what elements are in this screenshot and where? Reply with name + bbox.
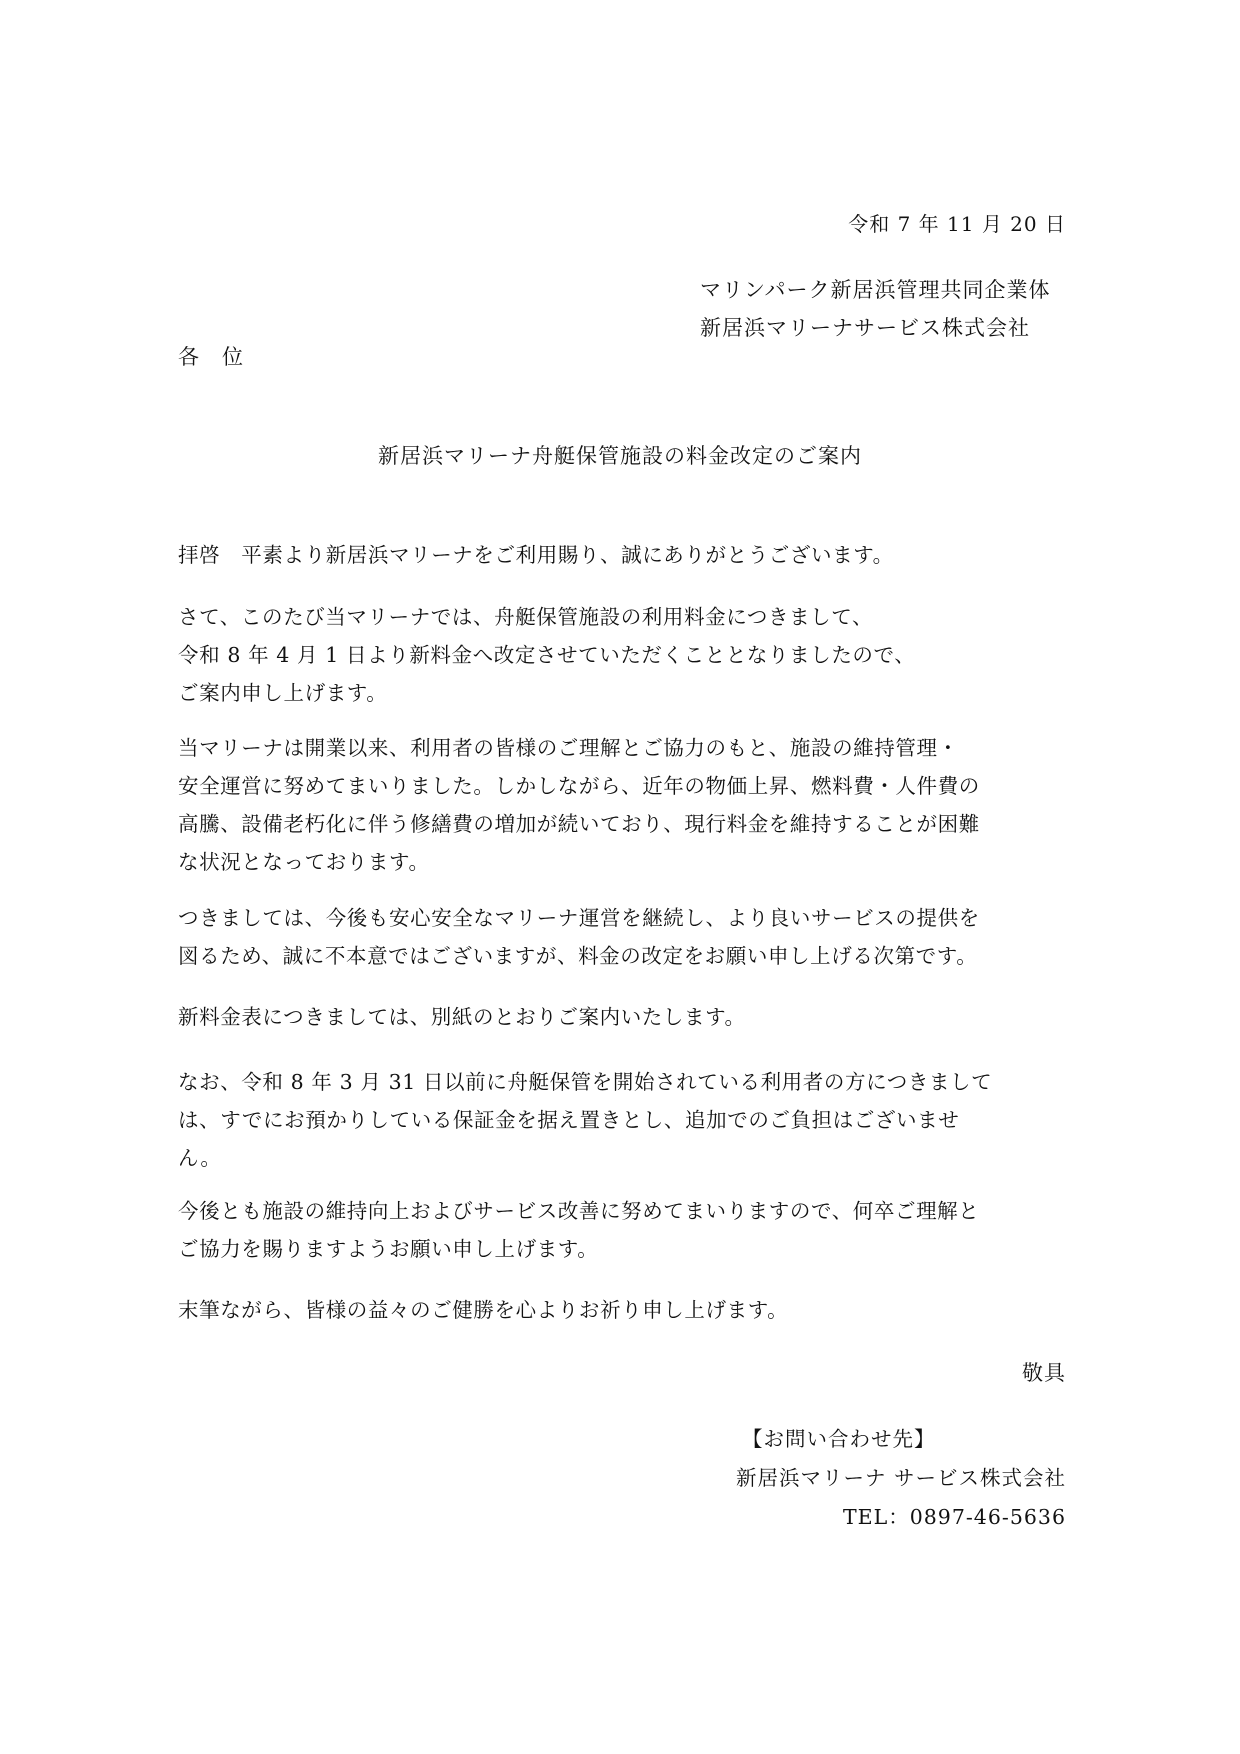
paragraph-commitment [178, 1192, 1078, 1268]
paragraph-line: ご案内申し上げます。 [178, 681, 388, 705]
paragraph-line: 当マリーナは開業以来、利用者の皆様のご理解とご協力のもと、施設の維持管理・ [178, 736, 959, 760]
paragraph-line: なお、令和 8 年 3 月 31 日以前に舟艇保管を開始されている利用者の方につきまして [178, 1070, 993, 1094]
sender-organization: マリンパーク新居浜管理共同企業体 [700, 278, 1051, 302]
paragraph-line: 拝啓 平素より新居浜マリーナをご利用賜り、誠にありがとうございます。 [178, 543, 894, 567]
paragraph-line: な状況となっております。 [178, 850, 430, 874]
closing-remark: 敬具 [1022, 1361, 1066, 1385]
paragraph-line: ん。 [178, 1146, 222, 1170]
paragraph-line: 高騰、設備老朽化に伴う修繕費の増加が続いており、現行料金を維持することが困難 [178, 812, 980, 836]
contact-company: 新居浜マリーナ サービス株式会社 [735, 1466, 1066, 1490]
paragraph-announcement [178, 598, 1078, 712]
paragraph-line: は、すでにお預かりしている保証金を据え置きとし、追加でのご負担はございませ [178, 1108, 960, 1132]
paragraph-line: 図るため、誠に不本意ではございますが、料金の改定をお願い申し上げる次第です。 [178, 944, 978, 968]
paragraph-fee-table [178, 998, 1078, 1036]
contact-heading: 【お問い合わせ先】 [741, 1427, 936, 1451]
paragraph-line: 新料金表につきましては、別紙のとおりご案内いたします。 [178, 1005, 746, 1029]
addressee: 各 位 [178, 345, 244, 369]
paragraph-line: さて、このたび当マリーナでは、舟艇保管施設の利用料金につきまして、 [178, 605, 874, 629]
paragraph-line: つきましては、今後も安心安全なマリーナ運営を継続し、より良いサービスの提供を [178, 906, 980, 930]
paragraph-background [178, 729, 1078, 881]
paragraph-line: 安全運営に努めてまいりました。しかしながら、近年の物価上昇、燃料費・人件費の [178, 774, 980, 798]
paragraph-line: 末筆ながら、皆様の益々のご健勝を心よりお祈り申し上げます。 [178, 1298, 789, 1322]
contact-phone: TEL：0897-46-5636 [842, 1505, 1066, 1529]
sender-company: 新居浜マリーナサービス株式会社 [700, 316, 1030, 340]
paragraph-greeting [178, 536, 1078, 574]
paragraph-line: ご協力を賜りますようお願い申し上げます。 [178, 1237, 599, 1261]
paragraph-deposit [178, 1063, 1078, 1177]
paragraph-line: 令和 8 年 4 月 1 日より新料金へ改定させていただくこととなりましたので、 [178, 643, 916, 667]
sender-block [700, 271, 1051, 347]
letter-date: 令和 7 年 11 月 20 日 [848, 212, 1066, 236]
paragraph-wishes [178, 1291, 1078, 1329]
contact-block [736, 1420, 1066, 1537]
paragraph-line: 今後とも施設の維持向上およびサービス改善に努めてまいりますので、何卒ご理解と [178, 1199, 980, 1223]
paragraph-request [178, 899, 1078, 975]
letter-title: 新居浜マリーナ舟艇保管施設の料金改定のご案内 [378, 444, 862, 468]
